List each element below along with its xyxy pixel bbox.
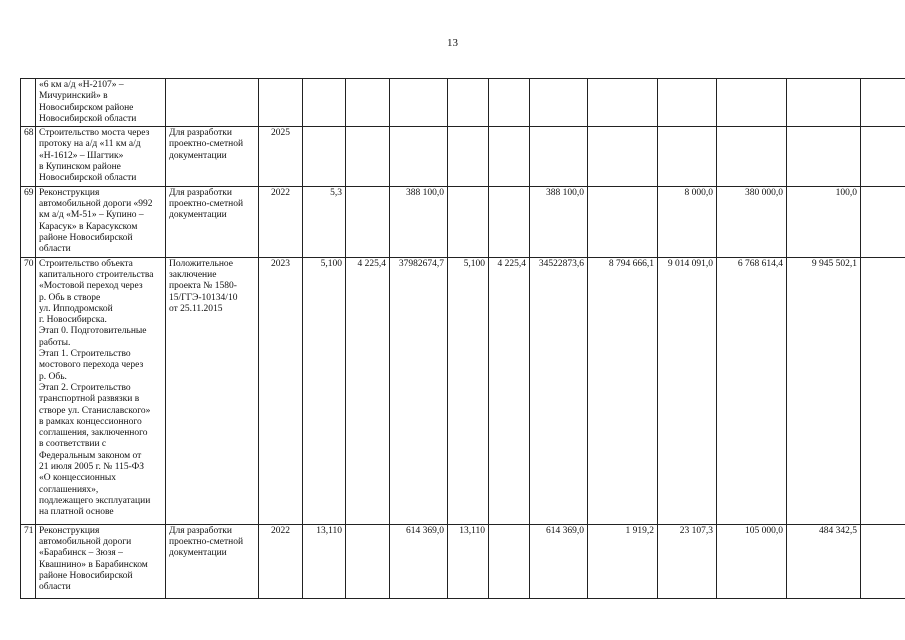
value-cell: [448, 127, 489, 186]
value-cell: [346, 127, 390, 186]
value-cell: [346, 186, 390, 257]
value-cell: 8 000,0: [658, 186, 717, 257]
value-cell: 37982674,7: [390, 257, 448, 524]
value-cell: [861, 79, 905, 127]
year-cell: 2022: [259, 524, 303, 598]
year-cell: 2022: [259, 186, 303, 257]
value-cell: 13,110: [303, 524, 346, 598]
value-cell: [861, 524, 905, 598]
value-cell: [787, 79, 861, 127]
table-row: [21, 257, 905, 524]
value-cell: [588, 186, 658, 257]
row-number: 68: [21, 127, 36, 186]
value-cell: [489, 79, 530, 127]
value-cell: [489, 127, 530, 186]
investment-projects-table: [20, 78, 905, 599]
value-cell: 388 100,0: [390, 186, 448, 257]
value-cell: [448, 186, 489, 257]
value-cell: 8 794 666,1: [588, 257, 658, 524]
row-number: 71: [21, 524, 36, 598]
value-cell: [717, 79, 787, 127]
value-cell: 105 000,0: [717, 524, 787, 598]
basis-cell: Для разработки проектно-сметной документации: [166, 127, 259, 186]
value-cell: 1 919,2: [588, 524, 658, 598]
basis-cell: Для разработки проектно-сметной документации: [166, 186, 259, 257]
object-name: Строительство моста через протоку на а/д «11 км а/д «Н-1612» – Шагтик» в Купинском районе Новосибирской области: [36, 127, 166, 186]
value-cell: [303, 127, 346, 186]
year-cell: [259, 79, 303, 127]
value-cell: 23 107,3: [658, 524, 717, 598]
object-name: «6 км а/д «Н-2107» – Мичуринский» в Новосибирском районе Новосибирской области: [36, 79, 166, 127]
page-number: 13: [447, 37, 458, 49]
value-cell: [448, 79, 489, 127]
value-cell: [717, 127, 787, 186]
value-cell: [489, 524, 530, 598]
value-cell: [588, 127, 658, 186]
value-cell: 4 225,4: [346, 257, 390, 524]
row-number: 69: [21, 186, 36, 257]
row-number: [21, 79, 36, 127]
value-cell: [530, 79, 588, 127]
value-cell: [861, 186, 905, 257]
value-cell: [390, 127, 448, 186]
value-cell: 9 945 502,1: [787, 257, 861, 524]
object-name: Строительство объекта капитального строительства «Мостовой переход через р. Обь в створе ул. Ипподромской г. Новосибирска. Этап 0. Подготовительные работы. Этап 1. Строительство мостового перехода через р. Обь. Этап 2. Строительство транспортной развязки в створе ул. Станиславского» в рамках концессионного соглашения, заключенного в соответствии с Федеральным законом от 21 июля 2005 г. № 115-ФЗ «О концессионных соглашениях», подлежащего эксплуатации на платной основе: [36, 257, 166, 524]
value-cell: [658, 79, 717, 127]
value-cell: [346, 79, 390, 127]
table-row: [21, 79, 905, 127]
object-name: Реконструкция автомобильной дороги «Барабинск – Зюзя – Квашнино» в Барабинском районе Новосибирской области: [36, 524, 166, 598]
value-cell: 380 000,0: [717, 186, 787, 257]
year-cell: 2023: [259, 257, 303, 524]
value-cell: [658, 127, 717, 186]
value-cell: 614 369,0: [390, 524, 448, 598]
table-row: [21, 127, 905, 186]
value-cell: 100,0: [787, 186, 861, 257]
object-name: Реконструкция автомобильной дороги «992 км а/д «М-51» – Купино – Карасук» в Карасукском районе Новосибирской области: [36, 186, 166, 257]
value-cell: [588, 79, 658, 127]
value-cell: 13,110: [448, 524, 489, 598]
value-cell: [530, 127, 588, 186]
value-cell: [861, 127, 905, 186]
basis-cell: Положительное заключение проекта № 1580- 15/ГГЭ-10134/10 от 25.11.2015: [166, 257, 259, 524]
value-cell: 5,100: [448, 257, 489, 524]
row-number: 70: [21, 257, 36, 524]
table-row: [21, 186, 905, 257]
year-cell: 2025: [259, 127, 303, 186]
value-cell: 34522873,6: [530, 257, 588, 524]
value-cell: 5,3: [303, 186, 346, 257]
value-cell: [346, 524, 390, 598]
value-cell: 6 768 614,4: [717, 257, 787, 524]
value-cell: 614 369,0: [530, 524, 588, 598]
value-cell: 484 342,5: [787, 524, 861, 598]
value-cell: 388 100,0: [530, 186, 588, 257]
value-cell: [390, 79, 448, 127]
value-cell: [303, 79, 346, 127]
table-row: [21, 524, 905, 598]
value-cell: 5,100: [303, 257, 346, 524]
basis-cell: [166, 79, 259, 127]
value-cell: 4 225,4: [489, 257, 530, 524]
value-cell: [861, 257, 905, 524]
value-cell: [489, 186, 530, 257]
value-cell: 9 014 091,0: [658, 257, 717, 524]
value-cell: [787, 127, 861, 186]
basis-cell: Для разработки проектно-сметной документации: [166, 524, 259, 598]
